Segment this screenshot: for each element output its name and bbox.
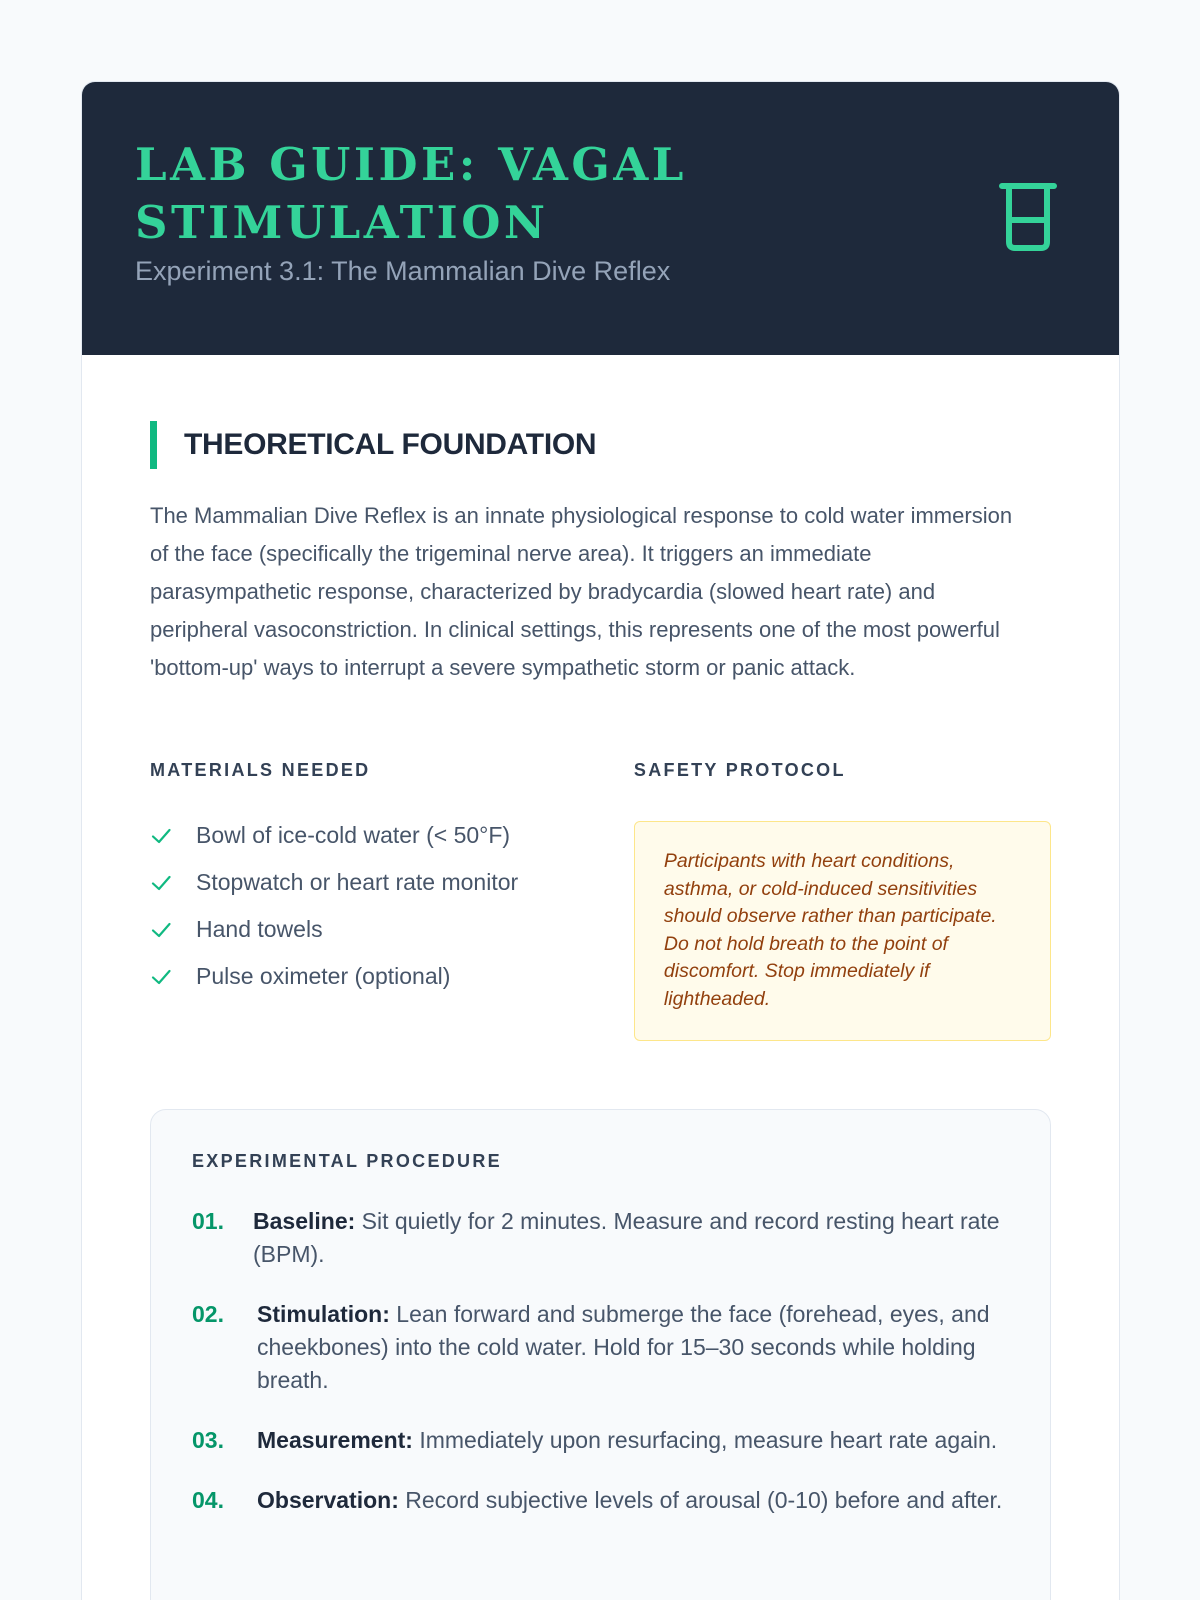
step-number: 02.	[192, 1301, 224, 1327]
procedure-step	[192, 1424, 1010, 1457]
procedure-step	[192, 1298, 1010, 1397]
step-name: Observation:	[257, 1487, 399, 1513]
safety-callout	[634, 821, 1051, 1041]
step-body	[253, 1205, 1010, 1271]
step-name: Baseline:	[253, 1208, 356, 1234]
material-label: Pulse oximeter (optional)	[196, 963, 451, 989]
materials-list	[150, 812, 634, 1000]
guide-header	[82, 82, 1119, 355]
page-subtitle: Experiment 3.1: The Mammalian Dive Reflex	[135, 256, 671, 286]
step-text: Record subjective levels of arousal (0-10) before and after.	[405, 1487, 1003, 1513]
safety-text: Participants with heart conditions, asthma, or cold-induced sensitivities should observe rather than participate. Do not hold breath to the point of discomfort. Stop immediately if lightheaded.	[663, 850, 997, 1010]
guide-body	[82, 355, 1119, 1600]
step-text: Immediately upon resurfacing, measure heart rate again.	[419, 1427, 998, 1453]
step-body	[257, 1298, 1010, 1397]
procedure-steps	[192, 1205, 1010, 1517]
step-body	[257, 1484, 1010, 1517]
check-icon	[150, 966, 172, 988]
page-title: LAB GUIDE: VAGAL STIMULATION	[135, 138, 687, 249]
beaker-icon	[999, 182, 1057, 252]
step-name: Stimulation:	[257, 1301, 390, 1327]
list-item	[150, 859, 634, 906]
material-label: Hand towels	[196, 916, 323, 942]
materials-heading: MATERIALS NEEDED	[150, 760, 371, 780]
list-item	[150, 812, 634, 859]
step-text: Sit quietly for 2 minutes. Measure and record resting heart rate (BPM).	[253, 1208, 1000, 1267]
step-number: 03.	[192, 1427, 224, 1453]
materials-safety-row	[150, 759, 1051, 1041]
check-icon	[150, 919, 172, 941]
list-item	[150, 906, 634, 953]
step-number: 01.	[192, 1208, 224, 1234]
procedure-panel	[150, 1109, 1051, 1600]
materials-section	[150, 759, 634, 1041]
material-label: Stopwatch or heart rate monitor	[196, 869, 519, 895]
list-item	[150, 953, 634, 1000]
check-icon	[150, 872, 172, 894]
step-name: Measurement:	[257, 1427, 413, 1453]
step-body	[257, 1424, 1010, 1457]
procedure-heading: EXPERIMENTAL PROCEDURE	[192, 1151, 502, 1171]
lab-guide-card	[81, 81, 1120, 1600]
theory-heading	[150, 421, 1051, 469]
safety-section	[634, 759, 1051, 1041]
material-label: Bowl of ice-cold water (< 50°F)	[196, 822, 511, 848]
step-text: Lean forward and submerge the face (forehead, eyes, and cheekbones) into the cold water. Hold for 15–30 seconds while holding breath.	[257, 1301, 990, 1393]
safety-heading: SAFETY PROTOCOL	[633, 760, 846, 780]
accent-bar	[150, 421, 157, 469]
theory-title: THEORETICAL FOUNDATION	[184, 428, 597, 461]
step-number: 04.	[192, 1487, 224, 1513]
check-icon	[150, 825, 172, 847]
theory-text: The Mammalian Dive Reflex is an innate physiological response to cold water immersion of the face (specifically the trigeminal nerve area). It triggers an immediate parasympathetic response, characterized by bradycardia (slowed heart rate) and peripheral vasoconstriction. In clinical settings, this represents one of the most powerful 'bottom-up' ways to interrupt a severe sympathetic storm or panic attack.	[150, 503, 1013, 680]
procedure-step	[192, 1484, 1010, 1517]
procedure-step	[192, 1205, 1010, 1271]
